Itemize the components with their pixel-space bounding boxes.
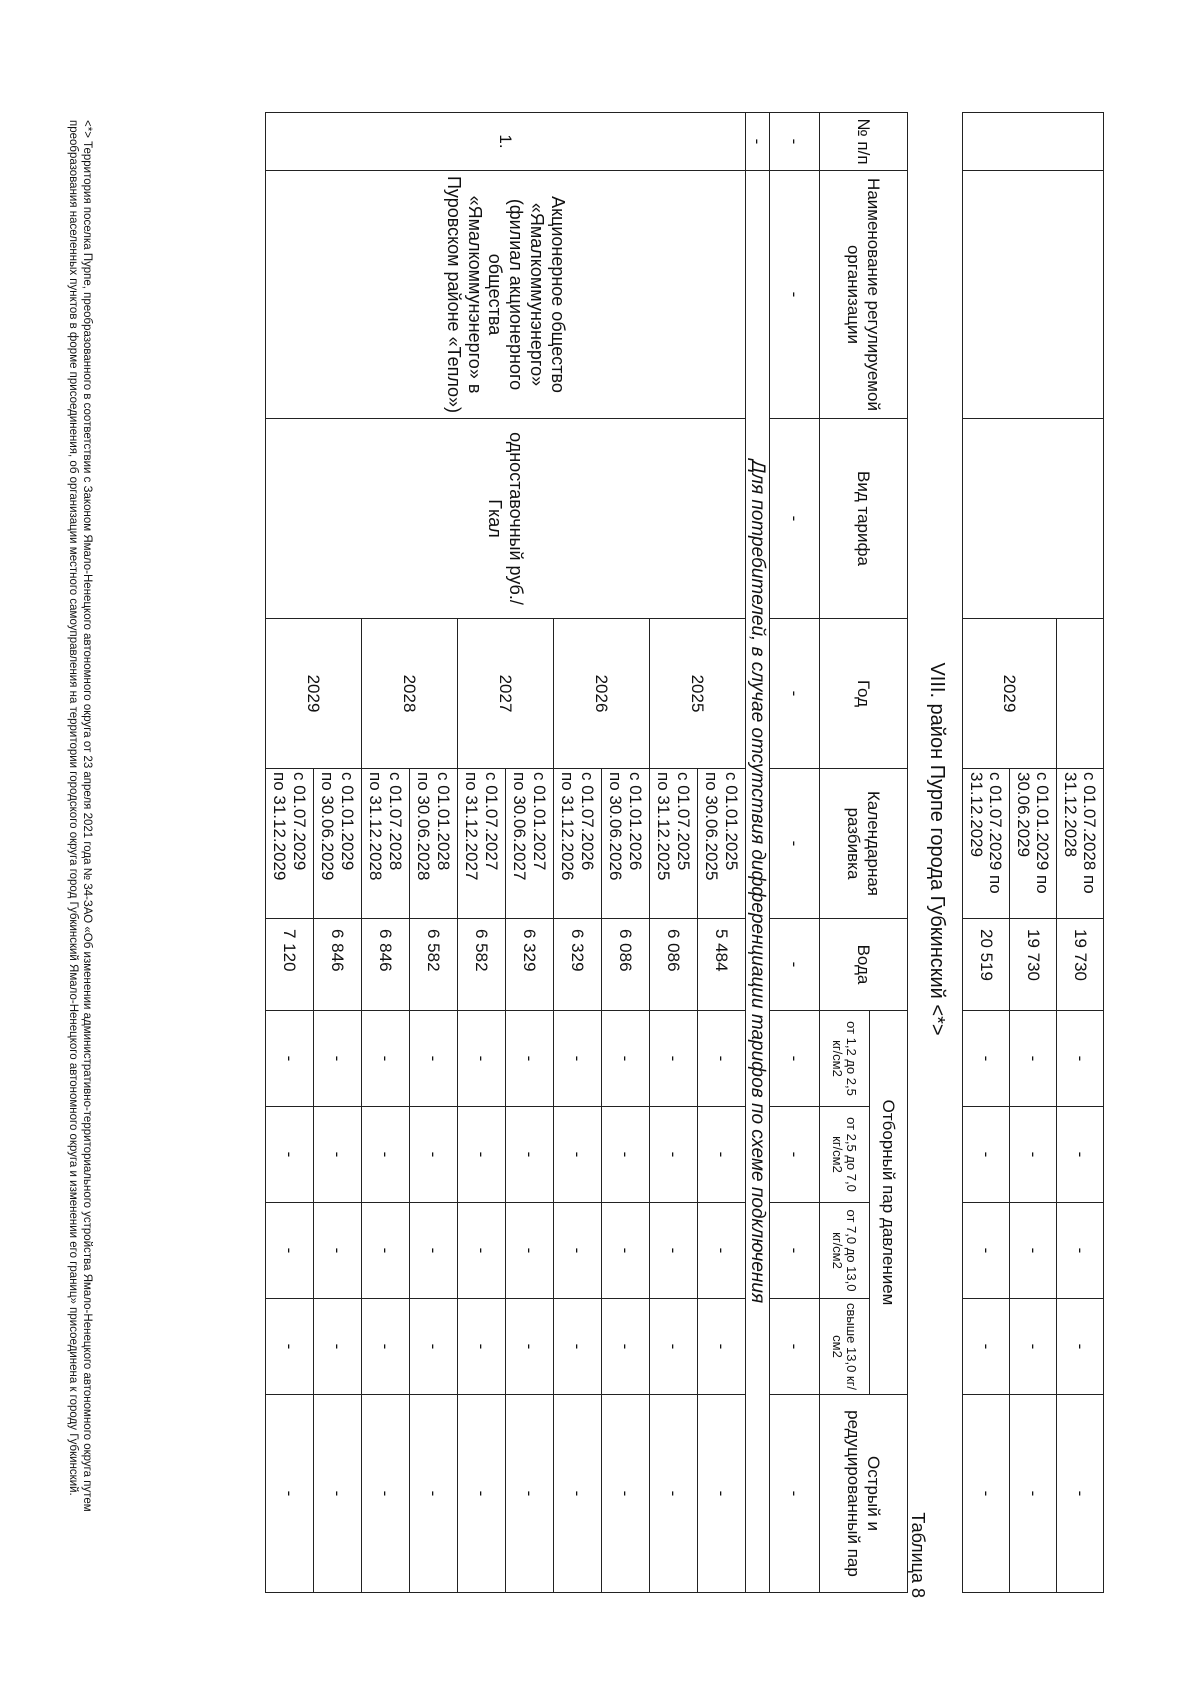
period-start: с 01.07.2025 bbox=[673, 772, 693, 871]
dash-cell: - bbox=[770, 1299, 820, 1395]
row-period bbox=[266, 769, 314, 919]
dash-cell: - bbox=[410, 1299, 458, 1395]
cont-p1: - bbox=[963, 1011, 1010, 1107]
header-period: Календарная разбивка bbox=[820, 769, 908, 919]
row-period bbox=[362, 769, 410, 919]
period-end: по 30.06.2027 bbox=[510, 772, 530, 881]
row-voda: 6 582 bbox=[458, 919, 506, 1011]
section-heading: VIII. район Пурпе города Губкинский <*> bbox=[926, 662, 948, 1036]
header-tariff-type: Вид тарифа bbox=[820, 419, 908, 619]
period-start: с 01.07.2027 bbox=[481, 772, 501, 871]
cont-p3: - bbox=[963, 1203, 1010, 1299]
dash-cell: - bbox=[266, 1299, 314, 1395]
group-note: Для потребителей, в случае отсутствия дифференциации тарифов по схеме подключения bbox=[746, 171, 770, 1593]
dash-cell: - bbox=[314, 1299, 362, 1395]
cont-p1: - bbox=[1057, 1011, 1104, 1107]
dash-cell: - bbox=[410, 1203, 458, 1299]
dash-cell: - bbox=[770, 1107, 820, 1203]
org-tariff-type: одноставочный руб./Гкал bbox=[266, 419, 746, 619]
dash-cell: - bbox=[770, 919, 820, 1011]
cont-period: с 01.01.2029 по 30.06.2029 bbox=[1010, 769, 1057, 919]
row-voda: 6 846 bbox=[362, 919, 410, 1011]
dash-cell: - bbox=[770, 171, 820, 419]
org-name: Акционерное общество «Ямалкоммунэнерго» (филиал акционерного общества «Ямалкоммунэнерго» в Пуровском районе «Тепло») bbox=[266, 171, 746, 419]
period-start: с 01.07.2029 bbox=[289, 772, 309, 871]
cont-empty-year bbox=[1057, 619, 1104, 769]
dash-cell: - bbox=[770, 1011, 820, 1107]
row-voda: 6 582 bbox=[410, 919, 458, 1011]
dash-cell: - bbox=[362, 1011, 410, 1107]
dash-cell: - bbox=[458, 1107, 506, 1203]
dash-cell: - bbox=[266, 1203, 314, 1299]
header-steam: Отборный пар давлением bbox=[870, 1011, 908, 1395]
dash-cell: - bbox=[602, 1107, 650, 1203]
cont-p1: - bbox=[1010, 1011, 1057, 1107]
dash-cell: - bbox=[698, 1299, 746, 1395]
table-row bbox=[698, 113, 746, 1593]
cont-voda: 20 519 bbox=[963, 919, 1010, 1011]
row-voda: 6 086 bbox=[650, 919, 698, 1011]
dash-cell: - bbox=[650, 1203, 698, 1299]
cont-voda: 19 730 bbox=[1010, 919, 1057, 1011]
header-year: Год bbox=[820, 619, 908, 769]
header-steam-3: от 7,0 до 13,0 кг/см2 bbox=[820, 1203, 870, 1299]
dash-cell: - bbox=[266, 1107, 314, 1203]
dash-cell: - bbox=[770, 419, 820, 619]
period-end: по 31.12.2027 bbox=[462, 772, 482, 881]
header-row bbox=[870, 113, 908, 1593]
period-start: с 01.01.2029 bbox=[337, 772, 357, 871]
dash-cell: - bbox=[506, 1203, 554, 1299]
dash-cell: - bbox=[410, 1107, 458, 1203]
dash-cell: - bbox=[458, 1203, 506, 1299]
header-steam-2: от 2,5 до 7,0 кг/см2 bbox=[820, 1107, 870, 1203]
dash-cell: - bbox=[458, 1299, 506, 1395]
dash-cell: - bbox=[554, 1011, 602, 1107]
row-year: 2026 bbox=[554, 619, 650, 769]
cont-voda: 19 730 bbox=[1057, 919, 1104, 1011]
dash-cell: - bbox=[506, 1395, 554, 1593]
dash-cell: - bbox=[746, 113, 770, 171]
dash-cell: - bbox=[770, 113, 820, 171]
period-end: по 31.12.2025 bbox=[654, 772, 674, 881]
cont-p3: - bbox=[1010, 1203, 1057, 1299]
dash-cell: - bbox=[314, 1011, 362, 1107]
header-steam-4: свыше 13,0 кг/см2 bbox=[820, 1299, 870, 1395]
row-voda: 7 120 bbox=[266, 919, 314, 1011]
header-steam-1: от 1,2 до 2,5 кг/см2 bbox=[820, 1011, 870, 1107]
header-ostry: Острый и редуцированный пар bbox=[820, 1395, 908, 1593]
period-end: по 30.06.2028 bbox=[414, 772, 434, 881]
dash-cell: - bbox=[506, 1299, 554, 1395]
continuation-table bbox=[962, 112, 1104, 1593]
cont-ostry: - bbox=[963, 1395, 1010, 1593]
dash-cell: - bbox=[698, 1107, 746, 1203]
row-voda: 6 086 bbox=[602, 919, 650, 1011]
cont-ostry: - bbox=[1057, 1395, 1104, 1593]
row-period bbox=[506, 769, 554, 919]
row-period bbox=[698, 769, 746, 919]
dash-cell: - bbox=[506, 1107, 554, 1203]
dash-cell: - bbox=[458, 1011, 506, 1107]
cont-period: с 01.07.2029 по 31.12.2029 bbox=[963, 769, 1010, 919]
row-period bbox=[314, 769, 362, 919]
cont-p4: - bbox=[1057, 1299, 1104, 1395]
footnote: <*> Территория поселка Пурпе, преобразованного в соответствии с Законом Ямало-Ненецкого автономного округа от 23 апреля 2021 года № 34-ЗАО «Об изменении административно-территориального устройства Ямало-Ненецкого автономного округа путем преобразования населенных пунктов в форме присоединения, об организации местного самоуправления на территории городского округа город Губкинский Ямало-Ненецкого автономного округа и изменении его границ» присоединена к городу Губкинский. bbox=[67, 120, 93, 1512]
dash-cell: - bbox=[362, 1203, 410, 1299]
row-voda: 6 329 bbox=[506, 919, 554, 1011]
period-end: по 30.06.2029 bbox=[318, 772, 338, 881]
cont-p4: - bbox=[1010, 1299, 1057, 1395]
dash-cell: - bbox=[314, 1107, 362, 1203]
dash-cell: - bbox=[698, 1395, 746, 1593]
dash-cell: - bbox=[602, 1395, 650, 1593]
header-voda: Вода bbox=[820, 919, 908, 1011]
org-num: 1. bbox=[266, 113, 746, 171]
row-voda: 6 329 bbox=[554, 919, 602, 1011]
row-year: 2025 bbox=[650, 619, 746, 769]
period-end: по 31.12.2029 bbox=[270, 772, 290, 881]
header-num: № п/п bbox=[820, 113, 908, 171]
table-label: Таблица 8 bbox=[908, 1512, 928, 1598]
dash-cell: - bbox=[602, 1011, 650, 1107]
period-start: с 01.01.2025 bbox=[721, 772, 741, 871]
header-org: Наименование регулируемой организации bbox=[820, 171, 908, 419]
table-row bbox=[1057, 113, 1104, 1593]
dash-cell: - bbox=[770, 1395, 820, 1593]
dash-cell: - bbox=[554, 1395, 602, 1593]
dash-cell: - bbox=[698, 1011, 746, 1107]
cont-p3: - bbox=[1057, 1203, 1104, 1299]
row-period bbox=[554, 769, 602, 919]
period-start: с 01.07.2028 bbox=[385, 772, 405, 871]
dash-cell: - bbox=[554, 1203, 602, 1299]
period-end: по 30.06.2025 bbox=[702, 772, 722, 881]
dash-cell: - bbox=[410, 1011, 458, 1107]
dash-cell: - bbox=[266, 1395, 314, 1593]
period-start: с 01.07.2026 bbox=[577, 772, 597, 871]
dash-cell: - bbox=[554, 1107, 602, 1203]
row-period bbox=[602, 769, 650, 919]
row-voda: 5 484 bbox=[698, 919, 746, 1011]
dash-cell: - bbox=[362, 1107, 410, 1203]
dash-cell: - bbox=[506, 1011, 554, 1107]
dash-cell: - bbox=[770, 769, 820, 919]
cont-p2: - bbox=[1057, 1107, 1104, 1203]
dash-cell: - bbox=[650, 1011, 698, 1107]
dash-cell: - bbox=[362, 1299, 410, 1395]
row-year: 2029 bbox=[266, 619, 362, 769]
dash-cell: - bbox=[602, 1299, 650, 1395]
dash-cell: - bbox=[770, 619, 820, 769]
dash-cell: - bbox=[650, 1299, 698, 1395]
tariff-table bbox=[265, 112, 908, 1593]
row-period bbox=[458, 769, 506, 919]
dash-cell: - bbox=[362, 1395, 410, 1593]
dash-cell: - bbox=[314, 1395, 362, 1593]
dash-cell: - bbox=[410, 1395, 458, 1593]
dash-cell: - bbox=[554, 1299, 602, 1395]
row-year: 2028 bbox=[362, 619, 458, 769]
row-year: 2027 bbox=[458, 619, 554, 769]
table-row bbox=[770, 113, 820, 1593]
dash-cell: - bbox=[314, 1203, 362, 1299]
cont-empty-type bbox=[963, 419, 1104, 619]
period-start: с 01.01.2026 bbox=[625, 772, 645, 871]
dash-cell: - bbox=[458, 1395, 506, 1593]
table-row bbox=[746, 113, 770, 1593]
period-end: по 31.12.2026 bbox=[558, 772, 578, 881]
cont-p2: - bbox=[963, 1107, 1010, 1203]
period-end: по 31.12.2028 bbox=[366, 772, 386, 881]
cont-period: с 01.07.2028 по 31.12.2028 bbox=[1057, 769, 1104, 919]
period-end: по 30.06.2026 bbox=[606, 772, 626, 881]
cont-empty-num bbox=[963, 113, 1104, 171]
dash-cell: - bbox=[650, 1395, 698, 1593]
cont-ostry: - bbox=[1010, 1395, 1057, 1593]
cont-p2: - bbox=[1010, 1107, 1057, 1203]
cont-year: 2029 bbox=[963, 619, 1057, 769]
dash-cell: - bbox=[770, 1203, 820, 1299]
period-start: с 01.01.2028 bbox=[433, 772, 453, 871]
period-start: с 01.01.2027 bbox=[529, 772, 549, 871]
cont-p4: - bbox=[963, 1299, 1010, 1395]
dash-cell: - bbox=[266, 1011, 314, 1107]
dash-cell: - bbox=[698, 1203, 746, 1299]
row-voda: 6 846 bbox=[314, 919, 362, 1011]
cont-empty-org bbox=[963, 171, 1104, 419]
row-period bbox=[410, 769, 458, 919]
dash-cell: - bbox=[602, 1203, 650, 1299]
dash-cell: - bbox=[650, 1107, 698, 1203]
row-period bbox=[650, 769, 698, 919]
